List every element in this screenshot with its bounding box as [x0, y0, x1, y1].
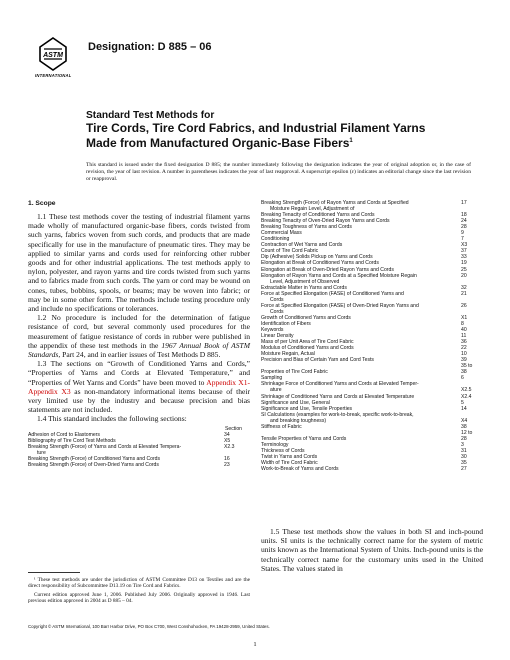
paragraph-1-5: 1.5 These test methods show the values in both SI and inch-pound units. SI units is the technically correct name for the system of metric units known as the International System of Units. Inch-pound units is the technically correct name for the customary units used in the United States. The values stated in	[261, 527, 483, 573]
section-index-title: Breaking Tenacity of Conditioned Yarns and Cords	[261, 212, 375, 219]
section-index-row	[28, 462, 250, 468]
section-column-header: Section	[225, 425, 242, 432]
section-index-number: 36	[461, 339, 467, 346]
section-index-number: X4	[461, 417, 468, 424]
section-index-number: X3	[461, 242, 468, 249]
section-index-title: Width of Tire Cord Fabric	[261, 460, 318, 467]
section-index-title: Identification of Fibers	[261, 320, 311, 327]
title-line-3: Made from Manufactured Organic-Base Fibers$^1$	[86, 136, 353, 151]
section-index-title: Terminology	[261, 441, 289, 448]
section-index-title: Elongation at Break of Conditioned Yarns and Cords	[261, 260, 379, 267]
section-index-number: 32	[461, 284, 467, 291]
section-index-title: Extractable Matter in Yarns and Cords	[261, 284, 347, 291]
section-index-title: Keywords	[261, 326, 284, 333]
section-index-title: Dip (Adhesive) Solids Pickup on Yarns and Cords	[261, 254, 373, 261]
section-index-title: Contraction of Wet Yarns and Cords	[261, 242, 343, 249]
section-index-number: X2.5	[461, 387, 472, 394]
section-index-number: 9	[461, 230, 464, 237]
section-index-left	[28, 426, 250, 469]
section-index-number: 19	[461, 260, 467, 267]
page-number: 1	[253, 641, 257, 648]
svg-text:ASTM: ASTM	[43, 52, 63, 59]
section-index-title: SI Calculations (examples for work-to-break, specific work-to-break,	[261, 411, 414, 418]
section-index-row	[261, 466, 483, 472]
section-index-title: Breaking Tenacity of Oven-Dried Rayon Yarns and Cords	[261, 218, 390, 225]
section-index-title: Mass of per Unit Area of Tire Cord Fabric	[261, 339, 354, 346]
logo-caption: INTERNATIONAL	[35, 73, 72, 78]
section-index-number: 26	[461, 302, 467, 309]
section-index-title: ture	[37, 450, 46, 457]
section-index-title: Shrinkage Force of Conditioned Yarns and Cords at Elevated Temper-	[261, 381, 419, 388]
section-heading-scope: 1. Scope	[28, 200, 56, 207]
paragraph-1-1: 1.1 These test methods cover the testing of industrial filament yarns made wholly of manufactured organic-base fibers, cords twisted from such yarns, fabrics woven from such cords, and products that are made specifically for use in the manufacture of pneumatic tires. They may be applied to similar yarns and cords used for reinforcing other rubber goods and for other industrial applications. The test methods apply to nylon, polyester, and rayon yarns and tire cords twisted from such yarns and to fabrics made from such cords. The yarn or cord may be wound on cones, tubes, bobbins, spools, or beams; may be woven into fabric; or may be in some other form. The methods include testing procedure only and include no specifications or tolerances.	[28, 212, 250, 314]
section-index-number: 38	[461, 423, 467, 430]
paragraph-1-3: 1.3 The sections on “Growth of Conditioned Yarns and Cords,” “Properties of Yarns and Cords at Elevated Temperature,” and “Properties of Wet Yarns and Cords” have been moved to Appendix X1-Appendix X3 as non-mandatory informational items because of their very limited use by the industry and because precision and bias statements are not included.	[28, 359, 250, 415]
designation: Designation: D 885 – 06	[88, 41, 212, 53]
section-index-number: 17	[461, 200, 467, 206]
section-index-title: Thickness of Cords	[261, 447, 305, 454]
section-index-title: Sampling	[261, 375, 283, 382]
section-index-number: 8	[461, 320, 464, 327]
section-index-number: 10	[461, 351, 467, 358]
section-index-title: Conditioning	[261, 236, 290, 243]
title-footnote-mark: 1	[349, 138, 353, 145]
left-column	[28, 200, 250, 468]
section-index-number: 6	[461, 375, 464, 382]
section-index-number: 23	[224, 462, 230, 469]
section-index-number: 35 to	[461, 363, 473, 370]
paragraph-1-4: 1.4 This standard includes the following sections:	[37, 414, 187, 424]
section-index-number: 24	[461, 218, 467, 225]
section-index-number: 18	[461, 212, 467, 219]
footnotes	[28, 577, 250, 606]
section-index-number: 34	[224, 431, 230, 438]
section-index-number: 14	[461, 405, 467, 412]
document-title	[86, 110, 486, 150]
title-line-2: Tire Cords, Tire Cord Fabrics, and Industrial Filament Yarns	[86, 121, 426, 135]
section-index-title: Cords	[270, 296, 284, 303]
section-index-title: Adhesion of Cord to Elastomers	[28, 431, 100, 438]
section-index-number: 28	[461, 435, 467, 442]
section-index-number: 22	[461, 345, 467, 352]
section-index-title: Breaking Strength (Force) of Yarns and Cords at Elevated Tempera-	[28, 443, 182, 450]
section-index-number: 7	[461, 236, 464, 243]
section-index-title: Tensile Properties of Yarns and Cords	[261, 435, 347, 442]
section-index-right	[261, 200, 483, 472]
footnote-1: ¹ These test methods are under the jurisdiction of ASTM Committee D13 on Textiles and are the direct responsibility of Subcommittee D13.19 on Tire Cord and Fabrics.	[28, 577, 250, 590]
section-index-title: Breaking Strength (Force) of Rayon Yarns and Cords at Specified	[261, 200, 409, 206]
footnote-divider	[28, 572, 80, 573]
copyright-notice: Copyright © ASTM International, 100 Barr Harbor Drive, PO Box C700, West Conshohocken, PA 19428-2959, United States.	[28, 624, 270, 629]
section-index-number: X2.3	[224, 443, 235, 450]
section-index-number: 20	[461, 272, 467, 279]
section-index-title: Modulus of Conditioned Yarns and Cords	[261, 345, 354, 352]
section-index-title: Level, Adjustment of Observed	[270, 278, 340, 285]
section-index-number: 38	[461, 369, 467, 376]
section-index-title: Force at Specified Elongation (FASE) of Oven-Dried Rayon Yarns and	[261, 302, 419, 309]
section-index-title: Properties of Tire Cord Fabric	[261, 369, 328, 376]
section-index-number: X5	[224, 437, 231, 444]
section-index-title: Breaking Strength (Force) of Oven-Dried Yarns and Cords	[28, 462, 159, 469]
section-index-title: Growth of Conditioned Yarns and Cords	[261, 314, 351, 321]
section-index-title: ature	[270, 387, 282, 394]
astm-logo-icon	[38, 37, 68, 71]
section-index-title: Stiffness of Fabric	[261, 423, 302, 430]
section-index-title: Shrinkage of Conditioned Yarns and Cords at Elevated Temperature	[261, 393, 415, 400]
section-index-number: 33	[461, 254, 467, 261]
section-index-number: 11	[461, 333, 467, 340]
section-index-title: Work-to-Break of Yarns and Cords	[261, 466, 339, 473]
section-index-title: Moisture Regain, Actual	[261, 351, 315, 358]
paragraph-1-2: 1.2 No procedure is included for the determination of fatigue resistance of cord, but several commonly used procedures for the measurement of fatigue resistance of cords in rubber were published in the appendix of these test methods in the 1967 Annual Book of ASTM Standards, Part 24, and in earlier issues of Test Methods D 885.	[28, 313, 250, 360]
section-index-number: 35	[461, 460, 467, 467]
section-index-title: Linear Density	[261, 333, 294, 340]
section-index-number: 25	[461, 266, 467, 273]
section-index-number: 3	[461, 441, 464, 448]
section-index-title: Elongation at Break of Oven-Dried Rayon Yarns and Cords	[261, 266, 394, 273]
section-index-number: 5	[461, 399, 464, 406]
section-index-number: 16	[224, 456, 230, 463]
section-index-title: Elongation of Rayon Yarns and Cords at a Specified Moisture Regain	[261, 272, 417, 279]
section-index-title: and breaking toughness)	[270, 417, 327, 424]
section-index-number: X2.4	[461, 393, 472, 400]
section-index-number: X1	[461, 314, 468, 321]
section-index-number: 27	[461, 466, 467, 473]
section-index-number: 21	[461, 290, 467, 297]
section-index-number: 40	[461, 326, 467, 333]
section-index-number: 30	[461, 453, 467, 460]
section-index-number: 37	[461, 248, 467, 255]
section-index-number: 39	[461, 357, 467, 364]
section-index-title: Significance and Use, General	[261, 399, 330, 406]
section-index-title: Force at Specified Elongation (FASE) of Conditioned Yarns and	[261, 290, 404, 297]
title-line-1: Standard Test Methods for	[86, 110, 215, 121]
section-index-title: Commercial Mass	[261, 230, 302, 237]
section-index-title: Moisture Regain Level, Adjustment of	[270, 206, 355, 213]
footnote-2: Current edition approved June 1, 2006. Published July 2006. Originally approved in 1946. Last previous edition approved in 2004 as D 885 – 04.	[28, 591, 250, 604]
section-index-title: Significance and Use, Tensile Properties	[261, 405, 353, 412]
section-index-title: Precision and Bias of Certain Yarn and Cord Tests	[261, 357, 374, 364]
section-index-title: Twist in Yarns and Cords	[261, 453, 318, 460]
section-index-title: Breaking Strength (Force) of Conditioned Yarns and Cords	[28, 456, 161, 463]
section-index-number: 28	[461, 224, 467, 231]
section-index-number: 31	[461, 447, 467, 454]
section-index-title: Bibliography of Tire Cord Test Methods	[28, 437, 116, 444]
section-index-title: Cords	[270, 308, 284, 315]
section-index-title: Breaking Toughness of Yarns and Cords	[261, 224, 352, 231]
section-index-number: 12 to	[461, 429, 473, 436]
issued-note: This standard is issued under the fixed designation D 885; the number immediately following the designation indicates the year of original adoption or, in the case of revision, the year of last revision. A number in parentheses indicates the year of last reapproval. A superscript epsilon (ε) indicates an editorial change since the last revision or reapproval.	[86, 162, 471, 183]
section-index-title: Count of Tire Cord Fabric	[261, 248, 319, 255]
appendix-link[interactable]: Appendix X1-Appendix X3	[28, 377, 250, 396]
